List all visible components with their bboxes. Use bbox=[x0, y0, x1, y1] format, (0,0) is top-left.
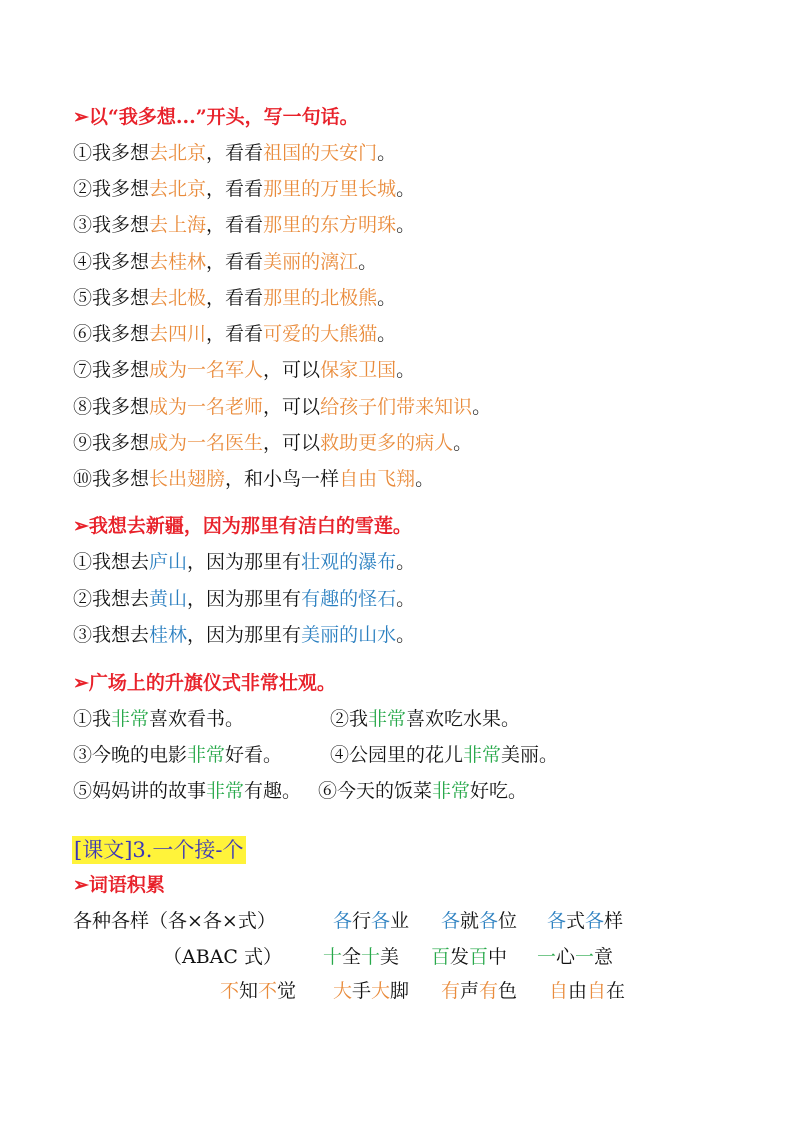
sentence-text: 我多想 bbox=[92, 359, 150, 381]
highlight-text: 非常 bbox=[368, 708, 407, 730]
sentence-item bbox=[318, 779, 527, 803]
sentence-text: ，和小鸟一样 bbox=[225, 468, 340, 490]
highlight-text: 美丽的漓江 bbox=[263, 251, 359, 273]
sentence-text: ②我 bbox=[330, 708, 369, 730]
highlight-text: 去四川 bbox=[149, 323, 207, 345]
word-char: 声 bbox=[460, 980, 480, 1002]
sentence-item bbox=[73, 550, 415, 574]
sentence-text: 我多想 bbox=[92, 214, 150, 236]
sentence-item bbox=[73, 623, 415, 647]
word-char-highlight: 各 bbox=[371, 910, 391, 932]
word-char-highlight: 各 bbox=[479, 910, 499, 932]
word-char-highlight: 各 bbox=[547, 910, 567, 932]
word-char-highlight: 各 bbox=[585, 910, 605, 932]
sentence-item bbox=[330, 707, 520, 731]
lesson-title: [课文]3.一个接-个 bbox=[74, 838, 244, 862]
highlight-text: 非常 bbox=[432, 780, 471, 802]
sentence-text: 我多想 bbox=[92, 251, 150, 273]
item-number: ① bbox=[73, 551, 93, 573]
sentence-item bbox=[73, 286, 396, 310]
sentence-item bbox=[73, 779, 301, 803]
sentence-item bbox=[330, 743, 558, 767]
sentence-text: ，看看 bbox=[206, 323, 264, 345]
word-char-highlight: 百 bbox=[469, 946, 489, 968]
sentence-text: 我多想 bbox=[92, 396, 150, 418]
word-char: 全 bbox=[342, 946, 362, 968]
word-char-highlight: 大 bbox=[333, 980, 353, 1002]
item-number: ② bbox=[73, 588, 93, 610]
highlight-text: 去北京 bbox=[149, 178, 207, 200]
highlight-text: 有趣的怪石 bbox=[301, 588, 397, 610]
sentence-item bbox=[73, 177, 415, 201]
highlight-text: 救助更多的病人 bbox=[320, 432, 454, 454]
highlight-text: 非常 bbox=[206, 780, 245, 802]
sentence-text: 。 bbox=[472, 396, 492, 418]
word-item bbox=[537, 944, 613, 970]
section-heading: ➢广场上的升旗仪式非常壮观。 bbox=[73, 672, 336, 694]
highlight-text: 长出翅膀 bbox=[149, 468, 226, 490]
sentence-item bbox=[73, 743, 282, 767]
highlight-text: 给孩子们带来知识 bbox=[320, 396, 473, 418]
item-number: ⑤ bbox=[73, 287, 93, 309]
word-item bbox=[441, 908, 517, 934]
word-char: 式 bbox=[566, 910, 586, 932]
sentence-text: 我想去 bbox=[92, 624, 150, 646]
word-row-label: （ABAC 式） bbox=[163, 946, 282, 968]
sentence-item bbox=[73, 587, 415, 611]
highlight-text: 自由飞翔 bbox=[339, 468, 416, 490]
sentence-text: ⑥今天的饭菜 bbox=[318, 780, 433, 802]
sentence-text: 我多想 bbox=[92, 178, 150, 200]
word-char: 样 bbox=[604, 910, 624, 932]
item-number: ⑧ bbox=[73, 396, 93, 418]
sentence-text: ，因为那里有 bbox=[187, 551, 302, 573]
highlight-text: 壮观的瀑布 bbox=[301, 551, 397, 573]
sentence-text: 我想去 bbox=[92, 551, 150, 573]
sentence-text: ⑤妈妈讲的故事 bbox=[73, 780, 207, 802]
word-char: 中 bbox=[488, 946, 508, 968]
sentence-text: 好看。 bbox=[225, 744, 283, 766]
sentence-item bbox=[73, 358, 415, 382]
sentence-text: 。 bbox=[377, 142, 397, 164]
word-char: 就 bbox=[460, 910, 480, 932]
word-item bbox=[333, 908, 409, 934]
sentence-text: 好吃。 bbox=[470, 780, 528, 802]
word-char-highlight: 各 bbox=[441, 910, 461, 932]
sentence-text: 。 bbox=[377, 323, 397, 345]
item-number: ⑨ bbox=[73, 432, 93, 454]
word-char: 在 bbox=[606, 980, 626, 1002]
word-char-highlight: 自 bbox=[587, 980, 607, 1002]
sentence-item bbox=[73, 707, 244, 731]
word-item bbox=[431, 944, 507, 970]
highlight-text: 非常 bbox=[111, 708, 150, 730]
sentence-text: ，因为那里有 bbox=[187, 624, 302, 646]
highlight-text: 去北极 bbox=[149, 287, 207, 309]
sentence-text: 。 bbox=[396, 624, 416, 646]
word-char: 色 bbox=[498, 980, 518, 1002]
word-char-highlight: 百 bbox=[431, 946, 451, 968]
word-char: 由 bbox=[568, 980, 588, 1002]
sentence-text: 我多想 bbox=[92, 323, 150, 345]
highlight-text: 可爱的大熊猫 bbox=[263, 323, 378, 345]
word-char: 脚 bbox=[390, 980, 410, 1002]
word-char: 手 bbox=[352, 980, 372, 1002]
word-char: 业 bbox=[390, 910, 410, 932]
word-item bbox=[441, 978, 517, 1004]
highlight-text: 美丽的山水 bbox=[301, 624, 397, 646]
section-heading: ➢词语积累 bbox=[73, 874, 165, 896]
word-char: 心 bbox=[556, 946, 576, 968]
sentence-text: 喜欢看书。 bbox=[149, 708, 245, 730]
word-char-highlight: 有 bbox=[441, 980, 461, 1002]
section-heading: ➢我想去新疆，因为那里有洁白的雪莲。 bbox=[73, 515, 412, 537]
highlight-text: 去北京 bbox=[149, 142, 207, 164]
sentence-text: 我多想 bbox=[92, 287, 150, 309]
word-char: 知 bbox=[239, 980, 259, 1002]
sentence-item bbox=[73, 467, 434, 491]
highlight-text: 非常 bbox=[187, 744, 226, 766]
item-number: ② bbox=[73, 178, 93, 200]
word-char: 意 bbox=[594, 946, 614, 968]
sentence-item bbox=[73, 250, 377, 274]
highlight-text: 庐山 bbox=[149, 551, 188, 573]
sentence-text: 。 bbox=[453, 432, 473, 454]
highlight-text: 去上海 bbox=[149, 214, 207, 236]
sentence-text: ，可以 bbox=[263, 359, 321, 381]
sentence-text: 我多想 bbox=[92, 142, 150, 164]
highlight-text: 去桂林 bbox=[149, 251, 207, 273]
word-char: 发 bbox=[450, 946, 470, 968]
sentence-text: 我多想 bbox=[92, 432, 150, 454]
word-char: 美 bbox=[380, 946, 400, 968]
sentence-text: 。 bbox=[396, 588, 416, 610]
highlight-text: 那里的东方明珠 bbox=[263, 214, 397, 236]
word-char-highlight: 自 bbox=[549, 980, 569, 1002]
sentence-text: 。 bbox=[396, 359, 416, 381]
sentence-text: ，看看 bbox=[206, 178, 264, 200]
word-char-highlight: 有 bbox=[479, 980, 499, 1002]
item-number: ④ bbox=[73, 251, 93, 273]
word-char-highlight: 十 bbox=[323, 946, 343, 968]
highlight-text: 成为一名老师 bbox=[149, 396, 264, 418]
sentence-item bbox=[73, 431, 472, 455]
word-char-highlight: 不 bbox=[258, 980, 278, 1002]
sentence-text: ，可以 bbox=[263, 396, 321, 418]
word-item bbox=[333, 978, 409, 1004]
word-row-label: 各种各样（各×各×式） bbox=[73, 910, 276, 932]
highlight-text: 那里的北极熊 bbox=[263, 287, 378, 309]
sentence-item bbox=[73, 395, 491, 419]
sentence-item bbox=[73, 213, 415, 237]
sentence-text: 。 bbox=[396, 551, 416, 573]
highlight-text: 桂林 bbox=[149, 624, 188, 646]
highlight-text: 那里的万里长城 bbox=[263, 178, 397, 200]
section-heading: ➢以“我多想...”开头，写一句话。 bbox=[73, 106, 359, 128]
word-char: 行 bbox=[352, 910, 372, 932]
sentence-text: 喜欢吃水果。 bbox=[406, 708, 521, 730]
word-char-highlight: 各 bbox=[333, 910, 353, 932]
word-char-highlight: 一 bbox=[537, 946, 557, 968]
sentence-item bbox=[73, 322, 396, 346]
sentence-text: 。 bbox=[377, 287, 397, 309]
word-char-highlight: 大 bbox=[371, 980, 391, 1002]
sentence-text: ，可以 bbox=[263, 432, 321, 454]
sentence-text: 我多想 bbox=[92, 468, 150, 490]
sentence-text: ，因为那里有 bbox=[187, 588, 302, 610]
sentence-text: ，看看 bbox=[206, 214, 264, 236]
item-number: ① bbox=[73, 142, 93, 164]
highlight-text: 成为一名医生 bbox=[149, 432, 264, 454]
word-char: 位 bbox=[498, 910, 518, 932]
sentence-text: 美丽。 bbox=[501, 744, 559, 766]
sentence-text: 有趣。 bbox=[244, 780, 302, 802]
sentence-text: 。 bbox=[396, 214, 416, 236]
sentence-text: ④公园里的花儿 bbox=[330, 744, 464, 766]
word-char-highlight: 不 bbox=[220, 980, 240, 1002]
sentence-text: ，看看 bbox=[206, 142, 264, 164]
item-number: ⑥ bbox=[73, 323, 93, 345]
highlight-text: 祖国的天安门 bbox=[263, 142, 378, 164]
item-number: ⑩ bbox=[73, 468, 93, 490]
sentence-text: ，看看 bbox=[206, 251, 264, 273]
item-number: ⑦ bbox=[73, 359, 93, 381]
sentence-text: ③今晚的电影 bbox=[73, 744, 188, 766]
sentence-text: ，看看 bbox=[206, 287, 264, 309]
sentence-text: 。 bbox=[396, 178, 416, 200]
word-item bbox=[549, 978, 625, 1004]
sentence-text: 。 bbox=[415, 468, 435, 490]
highlight-text: 成为一名军人 bbox=[149, 359, 264, 381]
word-item bbox=[323, 944, 399, 970]
highlight-text: 保家卫国 bbox=[320, 359, 397, 381]
highlight-text: 非常 bbox=[463, 744, 502, 766]
word-char-highlight: 一 bbox=[575, 946, 595, 968]
word-char: 觉 bbox=[277, 980, 297, 1002]
word-item bbox=[547, 908, 623, 934]
sentence-text: 我想去 bbox=[92, 588, 150, 610]
sentence-text: ①我 bbox=[73, 708, 112, 730]
sentence-item bbox=[73, 141, 396, 165]
word-item bbox=[220, 978, 296, 1004]
sentence-text: 。 bbox=[358, 251, 378, 273]
highlight-text: 黄山 bbox=[149, 588, 188, 610]
item-number: ③ bbox=[73, 624, 93, 646]
item-number: ③ bbox=[73, 214, 93, 236]
word-char-highlight: 十 bbox=[361, 946, 381, 968]
